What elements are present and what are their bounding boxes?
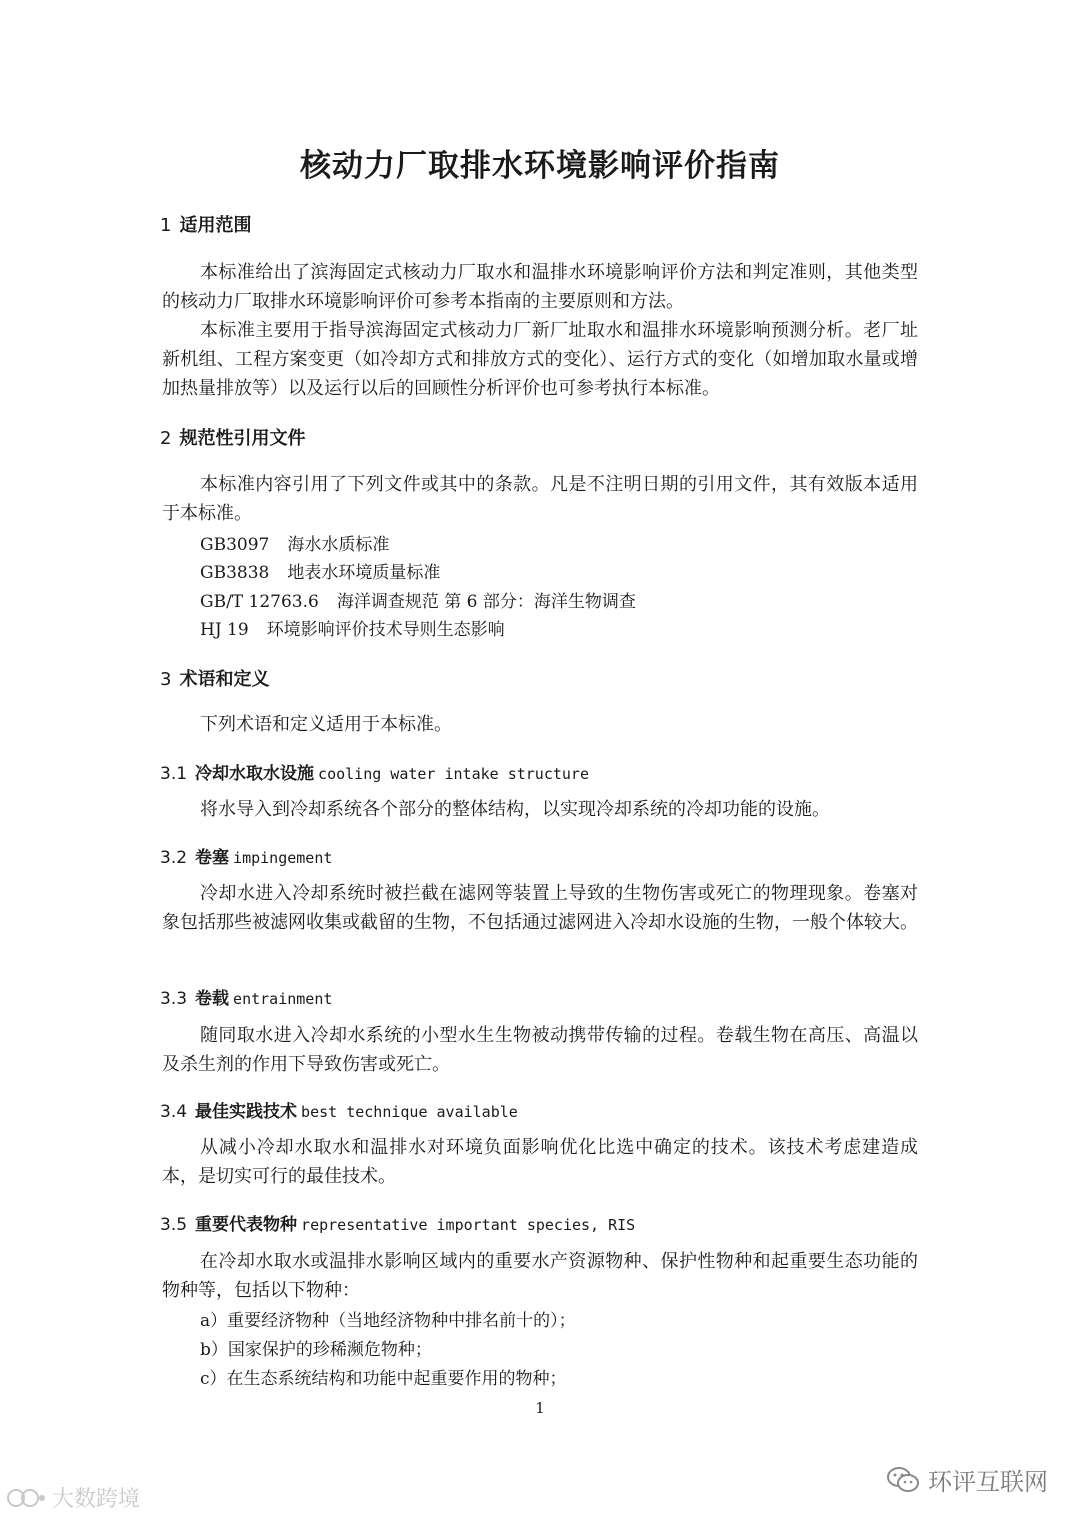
wechat-logo-icon [6, 1486, 46, 1510]
wechat-icon [886, 1466, 920, 1494]
list-item: a）重要经济物种（当地经济物种中排名前十的）； [200, 1311, 576, 1331]
section-heading-2: 2 规范性引用文件 [160, 428, 306, 449]
paragraph-references-intro: 本标准内容引用了下列文件或其中的条款。凡是不注明日期的引用文件，其有效版本适用于本标准。 [162, 474, 918, 524]
page-number: 1 [535, 1399, 545, 1417]
list-item: c）在生态系统结构和功能中起重要作用的物种； [200, 1369, 567, 1389]
document-title: 核动力厂取排水环境影响评价指南 [300, 148, 780, 184]
reference-item: GB/T 12763.6 海洋调查规范 第 6 部分：海洋生物调查 [200, 592, 636, 612]
paragraph-term-3-3: 随同取水进入冷却水系统的小型水生生物被动携带传输的过程。卷载生物在高压、高温以及杀生剂的作用下导致伤害或死亡。 [162, 1025, 918, 1075]
paragraph-terms-intro: 下列术语和定义适用于本标准。 [200, 714, 452, 735]
term-heading-3-3: 3.3 卷载 entrainment [160, 989, 333, 1009]
paragraph-scope-2: 本标准主要用于指导滨海固定式核动力厂新厂址取水和温排水环境影响预测分析。老厂址新机组、工程方案变更（如冷却方式和排放方式的变化）、运行方式的变化（如增加取水量或增加热量排放等）以及运行以后的回顾性分析评价也可参考执行本标准。 [162, 320, 918, 399]
section-heading-3: 3 术语和定义 [160, 669, 270, 690]
paragraph-scope-1: 本标准给出了滨海固定式核动力厂取水和温排水环境影响评价方法和判定准则，其他类型的核动力厂取排水环境影响评价可参考本指南的主要原则和方法。 [162, 262, 918, 312]
paragraph-term-3-5: 在冷却水取水或温排水影响区域内的重要水产资源物种、保护性物种和起重要生态功能的物种等，包括以下物种： [162, 1251, 918, 1301]
reference-item: GB3838 地表水环境质量标准 [200, 563, 441, 583]
term-heading-3-1: 3.1 冷却水取水设施 cooling water intake structure [160, 764, 589, 784]
watermark-left: 大数跨境 [6, 1482, 140, 1513]
reference-item: GB3097 海水水质标准 [200, 535, 390, 555]
paragraph-term-3-4: 从减小冷却水取水和温排水对环境负面影响优化比选中确定的技术。该技术考虑建造成本，是切实可行的最佳技术。 [162, 1137, 918, 1187]
paragraph-term-3-2: 冷却水进入冷却系统时被拦截在滤网等装置上导致的生物伤害或死亡的物理现象。卷塞对象包括那些被滤网收集或截留的生物，不包括通过滤网进入冷却水设施的生物，一般个体较大。 [162, 883, 918, 933]
reference-item: HJ 19 环境影响评价技术导则生态影响 [200, 620, 505, 640]
paragraph-term-3-1: 将水导入到冷却系统各个部分的整体结构，以实现冷却系统的冷却功能的设施。 [200, 799, 830, 820]
term-heading-3-2: 3.2 卷塞 impingement [160, 848, 333, 868]
watermark-right: 环评互联网 [886, 1462, 1048, 1497]
list-item: b）国家保护的珍稀濒危物种； [200, 1340, 432, 1360]
term-heading-3-5: 3.5 重要代表物种 representative important species, RIS [160, 1215, 636, 1235]
section-heading-1: 1 适用范围 [160, 215, 252, 236]
term-heading-3-4: 3.4 最佳实践技术 best technique available [160, 1102, 518, 1122]
